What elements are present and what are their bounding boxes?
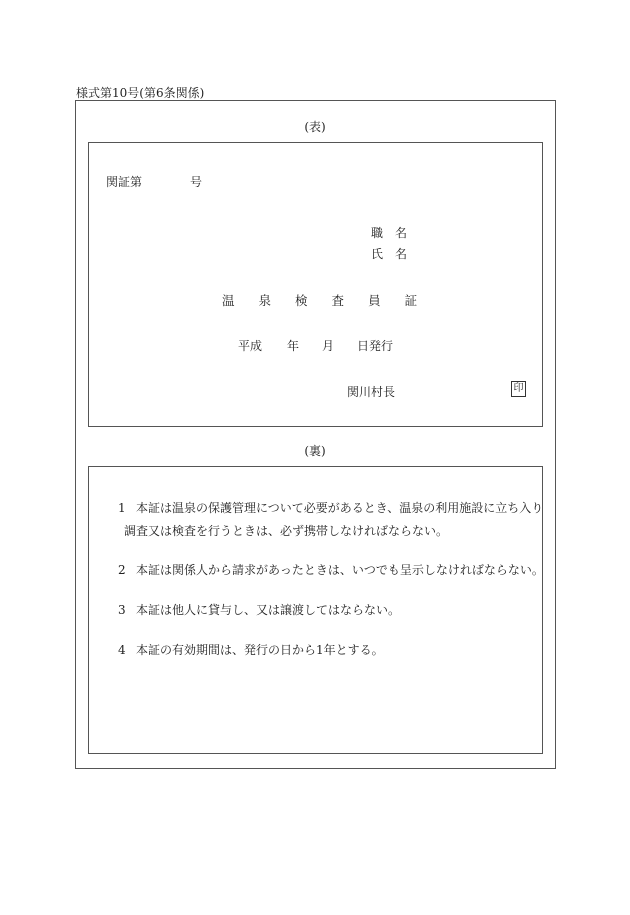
certificate-title [222, 291, 417, 309]
front-side-label: (表) [304, 120, 326, 134]
form-number-label: 様式第10号(第6条関係) [76, 86, 205, 100]
issue-day: 日発行 [357, 339, 394, 353]
notice-item-text: 本証は他人に貸与し、又は譲渡してはならない。 [136, 603, 401, 617]
notice-item-text: 本証は温泉の保護管理について必要があるとき、温泉の利用施設に立ち入り [136, 501, 544, 515]
notice-item-number: 1 [118, 501, 126, 515]
issue-month: 月 [322, 339, 335, 353]
issuer-title: 関川村長 [347, 385, 396, 399]
issue-era: 平成 [238, 339, 263, 353]
title-char: 員 [368, 293, 381, 308]
title-char: 検 [295, 293, 308, 308]
title-char: 査 [331, 293, 345, 308]
title-char: 温 [222, 293, 235, 308]
seal-stamp: 印 [511, 381, 526, 397]
notice-item-number: 3 [118, 603, 126, 617]
notice-item-text: 本証の有効期間は、発行の日から1年とする。 [136, 643, 384, 657]
certificate-number-suffix: 号 [190, 175, 203, 189]
name-label: 氏 名 [371, 247, 408, 261]
back-side-label: (裏) [304, 444, 326, 458]
title-char: 泉 [258, 293, 272, 308]
notice-item-text: 本証は関係人から請求があったときは、いつでも呈示しなければならない。 [136, 563, 544, 577]
certificate-front-card [88, 142, 543, 427]
notice-item-continuation: 調査又は検査を行うときは、必ず携帯しなければならない。 [124, 524, 449, 538]
notice-item-number: 2 [118, 563, 126, 577]
title-char: 証 [404, 293, 418, 308]
issue-year: 年 [287, 339, 300, 353]
notice-item-number: 4 [118, 643, 126, 657]
position-label: 職 名 [371, 226, 408, 240]
certificate-number-prefix: 関証第 [106, 175, 143, 189]
